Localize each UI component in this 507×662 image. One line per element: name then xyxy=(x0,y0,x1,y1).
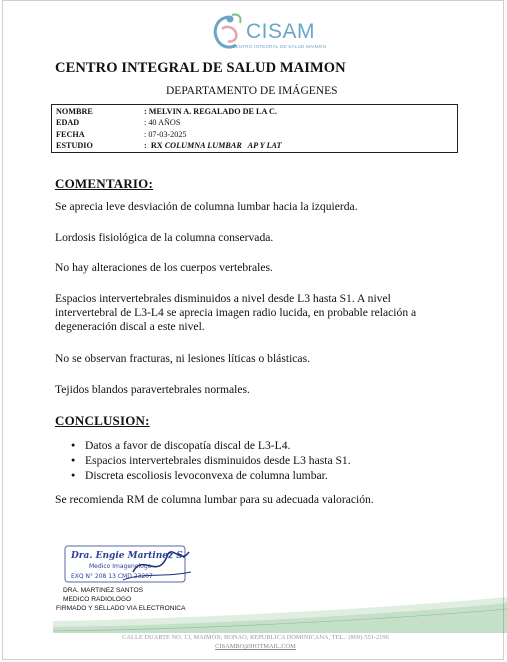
comment-paragraph: Espacios intervertebrales disminuidos a nivel desde L3 hasta S1. A nivel intervertebral de L3-L4 se aprecia imagen radio lucida, en probable relación a degeneración discal a este nivel. xyxy=(55,292,417,333)
patient-age-row xyxy=(56,117,453,128)
study-prefix: : RX xyxy=(144,140,165,150)
comment-paragraph: Tejidos blandos paravertebrales normales. xyxy=(55,383,250,396)
center-title: CENTRO INTEGRAL DE SALUD MAIMON xyxy=(55,60,346,76)
list-item: ● Espacios intervertebrales disminuidos desde L3 hasta S1. xyxy=(71,453,351,468)
stamp-exequatur: EXQ N° 208 13 CMD 23207 xyxy=(71,573,153,580)
footer-wave-decoration xyxy=(53,597,507,633)
signature-stamp-image xyxy=(63,542,197,588)
patient-info-box xyxy=(51,104,458,153)
footer-address: CALLE DUARTE NO. 13, MAIMÓN, BONAO, REPUBLICA DOMINICANA, TEL.: (809)-551-2196 xyxy=(122,634,389,641)
list-item: ● Datos a favor de discopatía discal de L3-L4. xyxy=(71,438,351,453)
comment-paragraph: No se observan fracturas, ni lesiones líticas o blásticas. xyxy=(55,352,310,365)
footer xyxy=(3,633,507,651)
department-title: DEPARTAMENTO DE IMÁGENES xyxy=(166,85,338,97)
document-page xyxy=(2,0,504,660)
list-item: ● Discreta escoliosis levoconvexa de columna lumbar. xyxy=(71,468,351,483)
date-value: : 07-03-2025 xyxy=(144,129,187,139)
conclusion-title: CONCLUSION: xyxy=(55,413,150,428)
conclusion-list xyxy=(71,438,351,483)
signature-note: FIRMADO Y SELLADO VIA ELECTRONICA xyxy=(56,605,186,613)
recommendation-text: Se recomienda RM de columna lumbar para su adecuada valoración. xyxy=(55,493,374,506)
stamp-name: Dra. Engie Martinez S. xyxy=(71,551,186,561)
comment-paragraph: Lordosis fisiológica de la columna conservada. xyxy=(55,231,274,244)
patient-date-row xyxy=(56,129,453,140)
study-value-wrap xyxy=(144,140,281,151)
signature-doctor: DRA. MARTINEZ SANTOS xyxy=(63,587,143,594)
cisam-logo xyxy=(208,11,327,53)
logo-tagline: CENTRO INTEGRAL DE SALUD MAIMON xyxy=(232,44,327,49)
patient-study-row xyxy=(56,140,453,151)
stamp-title: Medico Imagenologo xyxy=(89,563,152,570)
signature-role: MEDICO RADIOLOGO xyxy=(63,595,132,603)
comment-title: COMENTARIO: xyxy=(55,176,154,191)
study-value: COLUMNA LUMBAR AP Y LAT xyxy=(164,140,282,150)
age-label: EDAD xyxy=(56,118,80,128)
study-label: ESTUDIO xyxy=(56,140,93,150)
date-label: FECHA xyxy=(56,129,85,139)
comment-paragraph: No hay alteraciones de los cuerpos vertebrales. xyxy=(55,261,273,274)
logo-wordmark: CISAM xyxy=(246,20,316,43)
patient-name-row xyxy=(56,106,453,117)
age-value: : 40 AÑOS xyxy=(144,118,181,128)
footer-email[interactable]: CISAMBO@HOTMAIL.COM xyxy=(215,643,296,650)
comment-paragraph: Se aprecia leve desviación de columna lumbar hacia la izquierda. xyxy=(55,200,358,213)
name-label: NOMBRE xyxy=(56,107,93,116)
name-value: : MELVIN A. REGALADO DE LA C. xyxy=(144,107,277,116)
